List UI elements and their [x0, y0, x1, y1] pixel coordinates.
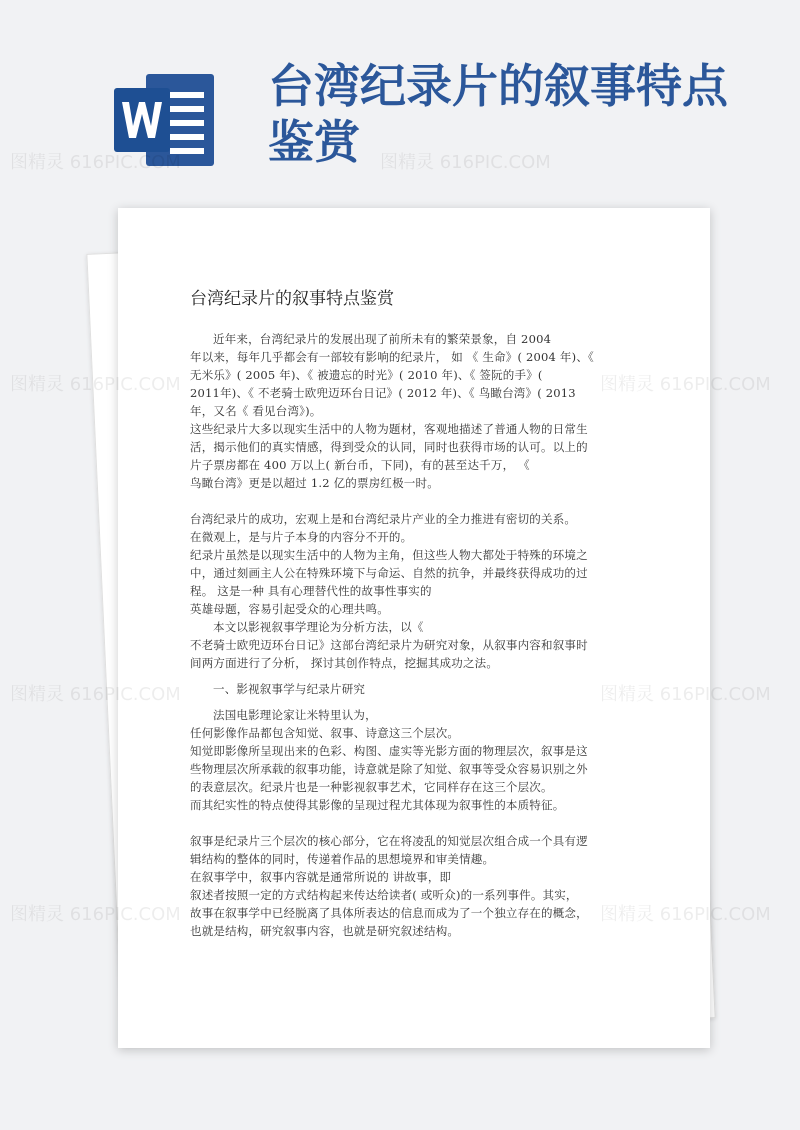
- paragraph-line: 英雄母题，容易引起受众的心理共鸣。: [190, 602, 389, 616]
- paragraph-line: 任何影像作品都包含知觉、叙事、诗意这三个层次。: [190, 726, 460, 740]
- document-title: 台湾纪录片的叙事特点鉴赏: [190, 289, 394, 309]
- paragraph-line: 辑结构的整体的同时，传递着作品的思想境界和审美情趣。: [190, 852, 495, 866]
- paragraph-line: 不老骑士欧兜迈环台日记》这部台湾纪录片为研究对象，从叙事内容和叙事时: [190, 638, 588, 652]
- word-app-icon: [112, 70, 216, 170]
- paragraph-line: 鸟瞰台湾》更是以超过 1.2 亿的票房红极一时。: [190, 476, 439, 490]
- paragraph-line: 间两方面进行了分析， 探讨其创作特点，挖掘其成功之法。: [190, 656, 499, 670]
- paragraph-line: 在叙事学中，叙事内容就是通常所说的 讲故事，即: [190, 870, 452, 884]
- paragraph-line: 法国电影理论家让米特里认为，: [213, 708, 377, 722]
- paragraph-line: 纪录片虽然是以现实生活中的人物为主角，但这些人物大都处于特殊的环境之: [190, 548, 588, 562]
- paragraph-line: 台湾纪录片的成功，宏观上是和台湾纪录片产业的全力推进有密切的关系。: [190, 512, 577, 526]
- page-title: 台湾纪录片的叙事特点鉴赏: [268, 59, 728, 169]
- paragraph-line: 2011年)、《 不老骑士欧兜迈环台日记》( 2012 年)、《 鸟瞰台湾》( 2013: [190, 386, 576, 400]
- paragraph-line: 中，通过刻画主人公在特殊环境下与命运、自然的抗争，并最终获得成功的过: [190, 566, 588, 580]
- paragraph-line: 近年来，台湾纪录片的发展出现了前所未有的繁荣景象，自 2004: [213, 332, 552, 346]
- paragraph-gap: [190, 492, 638, 510]
- watermark-text: 图精灵 616PIC.COM: [10, 904, 181, 925]
- paragraph-line: 年以来，每年几乎都会有一部较有影响的纪录片， 如 《 生命》( 2004 年)、《: [190, 350, 594, 364]
- paragraph-line: 本文以影视叙事学理论为分析方法，以《: [213, 620, 424, 634]
- paragraph-gap: [190, 814, 638, 832]
- watermark-text: 图精灵 616PIC.COM: [10, 684, 181, 705]
- watermark-text: 616PIC.COM: [659, 904, 771, 925]
- paragraph-line: 知觉即影像所呈现出来的色彩、构图、虚实等光影方面的物理层次，叙事是这: [190, 744, 588, 758]
- paragraph-line: 程。 这是一种 具有心理替代性的故事性事实的: [190, 584, 432, 598]
- paragraph-line: 叙事是纪录片三个层次的核心部分，它在将凌乱的知觉层次组合成一个具有逻: [190, 834, 588, 848]
- watermark-text: 图精灵 616PIC.COM: [10, 152, 181, 173]
- paragraph-line: 年，又名《 看见台湾》)。: [190, 404, 322, 418]
- paragraph-line: 叙述者按照一定的方式结构起来传达给读者( 或听众)的一系列事件。其实，: [190, 888, 578, 902]
- paragraph-line: 也就是结构，研究叙事内容，也就是研究叙述结构。: [190, 924, 460, 938]
- paragraph-line: 在微观上，是与片子本身的内容分不开的。: [190, 530, 413, 544]
- document-body: [190, 330, 638, 940]
- section-heading: 一、影视叙事学与纪录片研究: [213, 682, 366, 696]
- watermark-text: 图精灵: [10, 374, 64, 395]
- watermark-text: 616PIC.COM: [659, 684, 771, 705]
- paragraph-line: 片子票房都在 400 万以上( 新台币，下同)，有的甚至达千万， 《: [190, 458, 530, 472]
- word-document-icon: [112, 70, 216, 170]
- document-page: [118, 208, 710, 1048]
- paragraph-line: 无米乐》( 2005 年)、《 被遗忘的时光》( 2010 年)、《 签阮的手》(: [190, 368, 543, 382]
- paragraph-line: 这些纪录片大多以现实生活中的人物为题材，客观地描述了普通人物的日常生: [190, 422, 588, 436]
- paragraph-line: 些物理层次所承载的叙事功能，诗意就是除了知觉、叙事等受众容易识别之外: [190, 762, 588, 776]
- paragraph-line: 的表意层次。纪录片也是一种影视叙事艺术，它同样存在这三个层次。: [190, 780, 553, 794]
- paragraph-line: 活，揭示他们的真实情感，得到受众的认同，同时也获得市场的认可。以上的: [190, 440, 588, 454]
- watermark-text: 616PIC.COM: [659, 374, 771, 395]
- paragraph-line: 而其纪实性的特点使得其影像的呈现过程尤其体现为叙事性的本质特征。: [190, 798, 565, 812]
- watermark-text: 图精灵 616PIC.COM: [380, 152, 551, 173]
- paragraph-line: 故事在叙事学中已经脱离了具体所表达的信息而成为了一个独立存在的概念，: [190, 906, 588, 920]
